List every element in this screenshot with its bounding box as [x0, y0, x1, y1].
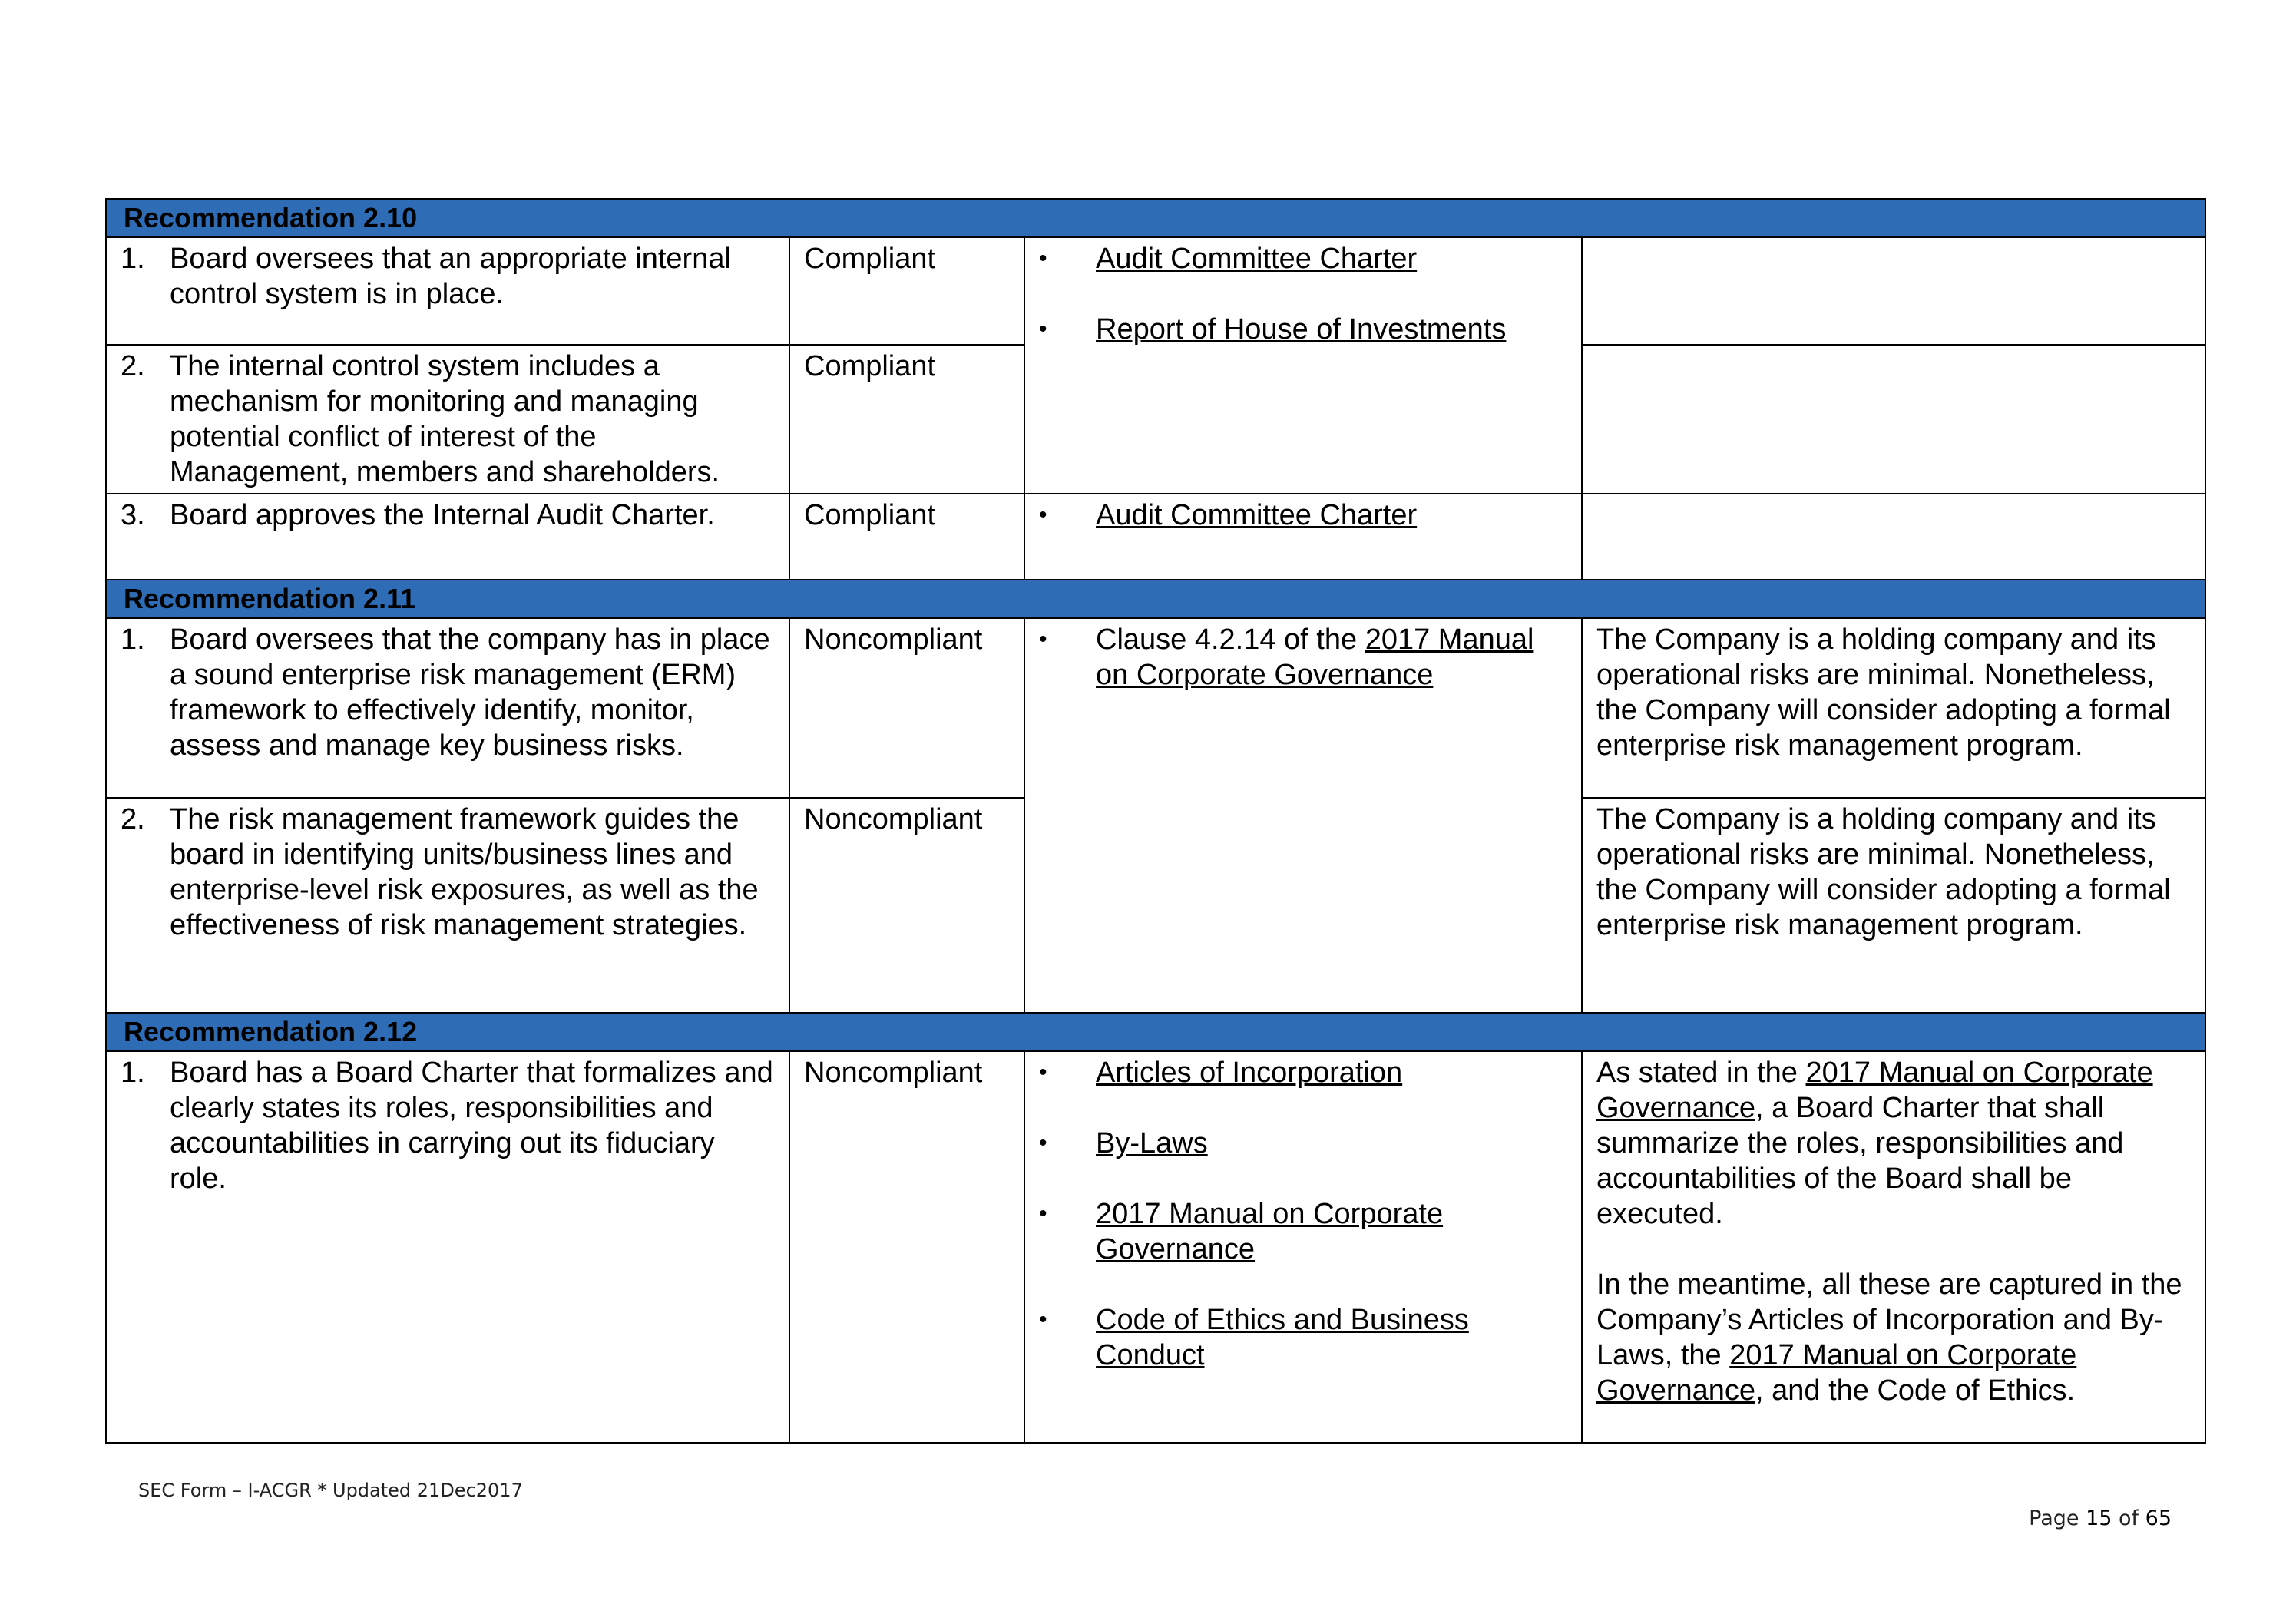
explanation-cell	[1582, 237, 2205, 345]
compliance-status: Compliant	[789, 237, 1024, 345]
reference-link[interactable]: 2017 Manual on Corporate Governance	[1596, 1339, 2077, 1407]
bullet-icon: •	[1039, 502, 1047, 528]
list-item	[1039, 1126, 1567, 1161]
reference-link[interactable]: Audit Committee Charter	[1096, 243, 1418, 275]
bullet-icon: •	[1039, 1201, 1047, 1226]
bullet-icon: •	[1039, 627, 1047, 652]
recommendation-text	[106, 237, 789, 345]
list-item	[1039, 1055, 1567, 1090]
total-pages: 65	[2145, 1507, 2172, 1530]
item-text: The internal control system includes a mechanism for monitoring and managing potential conflict of interest of the Management, members and shareholders.	[170, 350, 720, 488]
item-text: Board approves the Internal Audit Charter.	[170, 499, 715, 531]
table-row	[106, 618, 2205, 798]
recommendation-header	[106, 580, 2205, 618]
recommendation-title: Recommendation 2.11	[106, 580, 2205, 618]
table-row	[106, 237, 2205, 345]
item-number: 1.	[121, 623, 145, 656]
explanation-text: In the meantime, all these are captured in the Company’s Articles of Incorporation and By-Laws, the	[1596, 1268, 2182, 1371]
reference-link[interactable]: Articles of Incorporation	[1096, 1057, 1403, 1089]
recommendation-text	[106, 494, 789, 580]
reference-link[interactable]: Audit Committee Charter	[1096, 499, 1418, 531]
item-number: 2.	[121, 803, 145, 835]
supporting-references	[1024, 237, 1582, 494]
compliance-status: Noncompliant	[789, 1051, 1024, 1443]
bullet-icon: •	[1039, 1307, 1047, 1332]
supporting-references	[1024, 618, 1582, 1013]
recommendation-text	[106, 618, 789, 798]
compliance-status: Compliant	[789, 345, 1024, 494]
table-row	[106, 494, 2205, 580]
table-row	[106, 1051, 2205, 1443]
item-text: Board oversees that an appropriate internal control system is in place.	[170, 243, 731, 310]
compliance-status: Noncompliant	[789, 618, 1024, 798]
explanation-cell: The Company is a holding company and its operational risks are minimal. Nonetheless, the Company will consider adopting a formal enterprise risk management program.	[1582, 798, 2205, 1013]
of-label: of	[2112, 1507, 2145, 1530]
reference-text: Clause 4.2.14 of the	[1096, 623, 1365, 656]
page-label: Page	[2029, 1507, 2086, 1530]
explanation-cell	[1582, 494, 2205, 580]
item-text: Board oversees that the company has in place a sound enterprise risk management (ERM) framework to effectively identify, monitor, assess and manage key business risks.	[170, 623, 770, 762]
bullet-icon: •	[1039, 316, 1047, 342]
recommendation-text	[106, 798, 789, 1013]
compliance-status: Compliant	[789, 494, 1024, 580]
supporting-references	[1024, 494, 1582, 580]
bullet-icon: •	[1039, 1130, 1047, 1156]
list-item	[1039, 498, 1567, 533]
item-number: 1.	[121, 1057, 145, 1089]
list-item	[1039, 241, 1567, 276]
explanation-text: , a Board Charter that shall summarize the roles, responsibilities and accountabilities of the Board shall be executed.	[1596, 1092, 2124, 1230]
explanation-cell	[1582, 345, 2205, 494]
acgr-table	[105, 198, 2206, 1444]
item-number: 1.	[121, 243, 145, 275]
paragraph-gap	[1596, 1232, 2191, 1267]
item-number: 2.	[121, 350, 145, 382]
explanation-cell	[1582, 1051, 2205, 1443]
list-item	[1039, 1302, 1567, 1373]
recommendation-header	[106, 199, 2205, 237]
footer-form-label: SEC Form – I-ACGR * Updated 21Dec2017	[138, 1480, 523, 1501]
bullet-icon: •	[1039, 1060, 1047, 1085]
page-number	[2029, 1507, 2172, 1530]
reference-link[interactable]: By-Laws	[1096, 1127, 1208, 1159]
reference-link[interactable]: 2017 Manual on Corporate Governance	[1096, 623, 1534, 691]
compliance-status: Noncompliant	[789, 798, 1024, 1013]
explanation-text: , and the Code of Ethics.	[1755, 1374, 2076, 1407]
supporting-references	[1024, 1051, 1582, 1443]
recommendation-text	[106, 345, 789, 494]
explanation-text: As stated in the	[1596, 1057, 1806, 1089]
list-item	[1039, 1196, 1567, 1267]
explanation-paragraph	[1596, 1267, 2191, 1408]
list-item	[1039, 622, 1567, 693]
explanation-paragraph	[1596, 1055, 2191, 1232]
item-number: 3.	[121, 499, 145, 531]
reference-link[interactable]: Code of Ethics and Business Conduct	[1096, 1304, 1469, 1371]
current-page: 15	[2086, 1507, 2112, 1530]
recommendation-text	[106, 1051, 789, 1443]
reference-link[interactable]: 2017 Manual on Corporate Governance	[1596, 1057, 2153, 1124]
item-text: The risk management framework guides the board in identifying units/business lines and enterprise-level risk exposures, as well as the effectiveness of risk management strategies.	[170, 803, 759, 941]
reference-link[interactable]: 2017 Manual on Corporate Governance	[1096, 1198, 1444, 1265]
recommendation-header	[106, 1013, 2205, 1051]
explanation-cell: The Company is a holding company and its operational risks are minimal. Nonetheless, the Company will consider adopting a formal enterprise risk management program.	[1582, 618, 2205, 798]
bullet-icon: •	[1039, 246, 1047, 271]
reference-link[interactable]: Report of House of Investments	[1096, 313, 1507, 346]
item-text: Board has a Board Charter that formalizes and clearly states its roles, responsibilities and accountabilities in carrying out its fiduciary role.	[170, 1057, 773, 1195]
recommendation-title: Recommendation 2.12	[106, 1013, 2205, 1051]
list-item	[1039, 312, 1567, 347]
recommendation-title: Recommendation 2.10	[106, 199, 2205, 237]
